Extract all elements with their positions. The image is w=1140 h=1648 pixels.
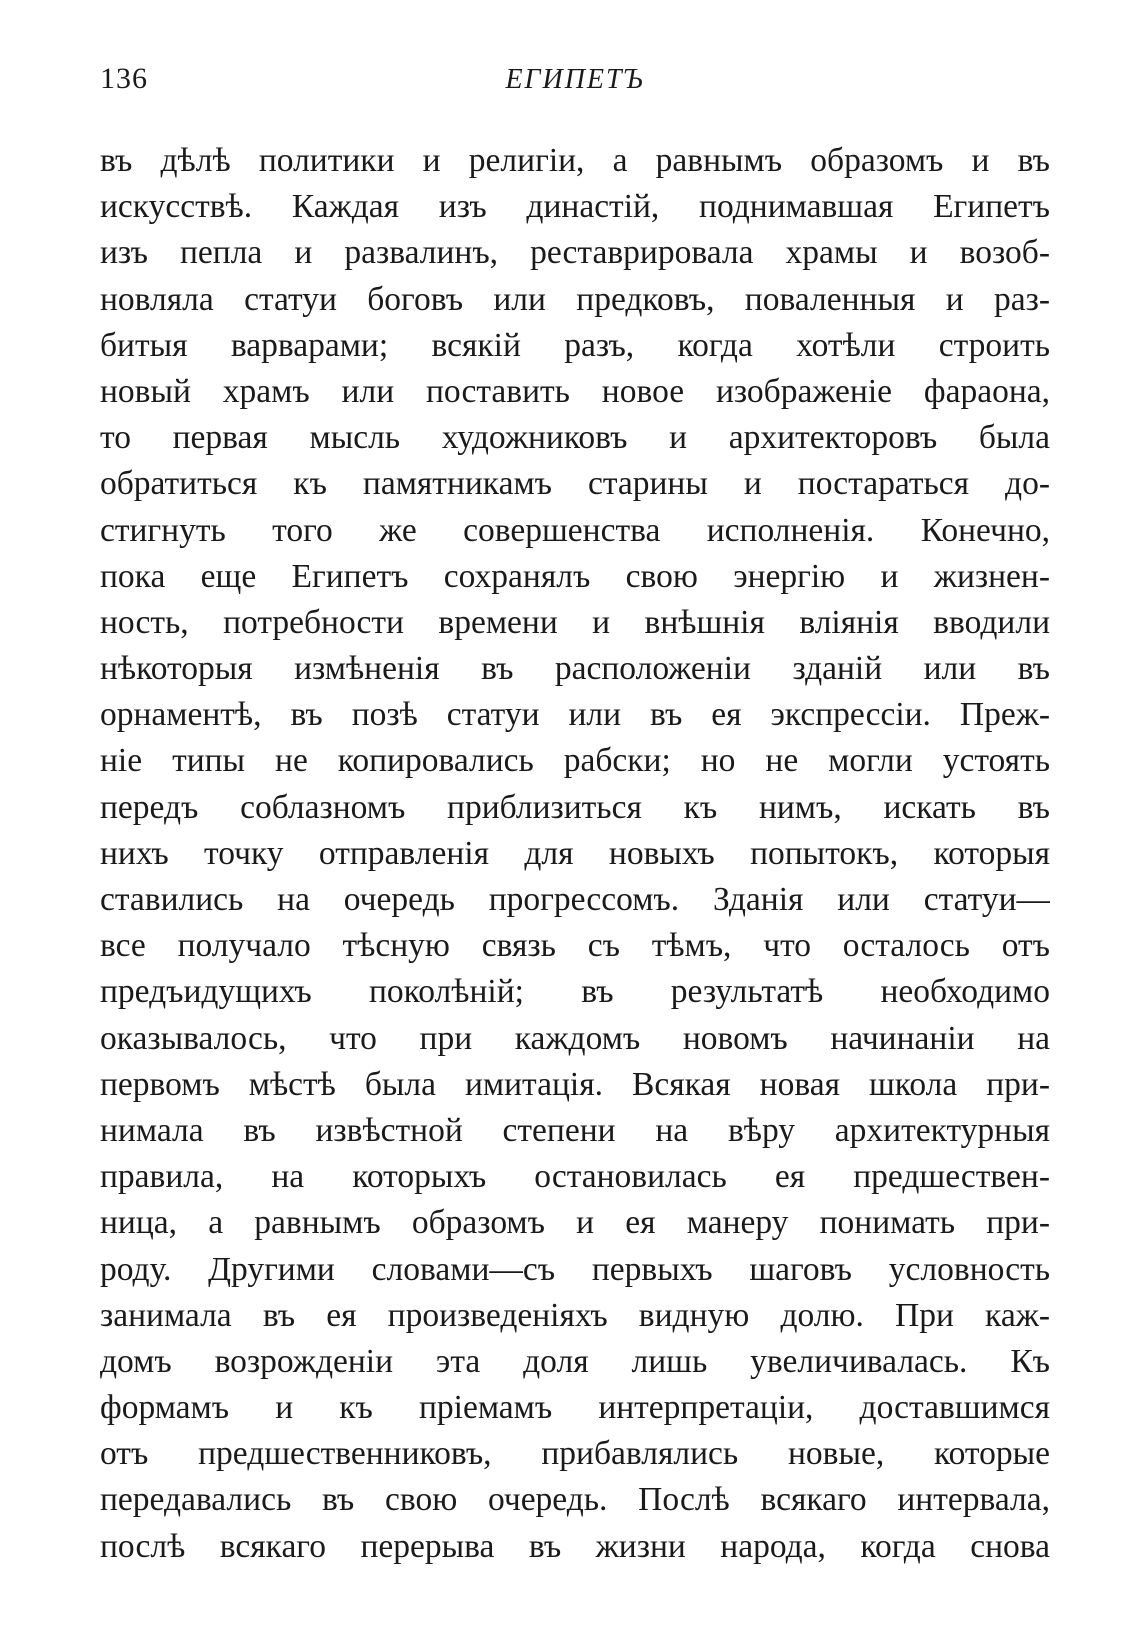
text-line: нѣкоторыя измѣненія въ расположеніи зданій или въ <box>100 650 1050 688</box>
text-line: занимала въ ея произведеніяхъ видную долю. При каж- <box>100 1296 1050 1334</box>
text-line: новляла статуи боговъ или предковъ, поваленныя и раз- <box>100 280 1050 318</box>
text-line: передавались въ свою очередь. Послѣ всякаго интервала, <box>100 1481 1050 1519</box>
text-line: оказывалось, что при каждомъ новомъ начинаніи на <box>100 1019 1050 1057</box>
page-number: 136 <box>100 62 148 95</box>
text-line: первомъ мѣстѣ была имитація. Всякая новая школа при- <box>100 1065 1050 1103</box>
text-line: предъидущихъ поколѣній; въ результатѣ необходимо <box>100 973 1050 1011</box>
text-line: ніе типы не копировались рабски; но не могли устоять <box>100 742 1050 780</box>
body-text <box>100 138 1050 1570</box>
text-line: новый храмъ или поставить новое изображеніе фараона, <box>100 372 1050 410</box>
text-line: правила, на которыхъ остановилась ея предшествен- <box>100 1158 1050 1196</box>
text-line: ставились на очередь прогрессомъ. Зданія или статуи— <box>100 881 1050 918</box>
text-line: формамъ и къ пріемамъ интерпретаціи, доставшимся <box>100 1389 1050 1427</box>
text-line: битыя варварами; всякій разъ, когда хотѣли строить <box>100 326 1050 364</box>
text-line: нихъ точку отправленія для новыхъ попытокъ, которыя <box>100 834 1050 872</box>
text-line: передъ соблазномъ приблизиться къ нимъ, искать въ <box>100 788 1050 826</box>
text-line: искусствѣ. Каждая изъ династій, поднимавшая Египетъ <box>100 188 1050 226</box>
text-line: послѣ всякаго перерыва въ жизни народа, когда снова <box>100 1527 1050 1565</box>
text-line: роду. Другими словами—съ первыхъ шаговъ условность <box>100 1250 1050 1288</box>
page-header <box>100 62 1050 102</box>
text-line: ность, потребности времени и внѣшнія вліянія вводили <box>100 603 1050 641</box>
text-line: ница, а равнымъ образомъ и ея манеру понимать при- <box>100 1204 1050 1242</box>
text-line: нимала въ извѣстной степени на вѣру архитектурныя <box>100 1111 1050 1149</box>
running-title: ЕГИПЕТЪ <box>505 64 645 95</box>
text-line: все получало тѣсную связь съ тѣмъ, что осталось отъ <box>100 927 1050 965</box>
text-line: въ дѣлѣ политики и религіи, а равнымъ образомъ и въ <box>100 142 1050 179</box>
text-line: пока еще Египетъ сохранялъ свою энергію и жизнен- <box>100 557 1050 595</box>
text-line: то первая мысль художниковъ и архитекторовъ была <box>100 419 1050 457</box>
text-line: орнаментѣ, въ позѣ статуи или въ ея экспрессіи. Преж- <box>100 696 1050 734</box>
text-line: домъ возрожденіи эта доля лишь увеличивалась. Къ <box>100 1342 1050 1380</box>
text-line: обратиться къ памятникамъ старины и постараться до- <box>100 465 1050 503</box>
text-line: изъ пепла и развалинъ, реставрировала храмы и возоб- <box>100 234 1050 272</box>
text-line: отъ предшественниковъ, прибавлялись новые, которые <box>100 1435 1050 1473</box>
text-line: стигнуть того же совершенства исполненія. Конечно, <box>100 511 1050 549</box>
